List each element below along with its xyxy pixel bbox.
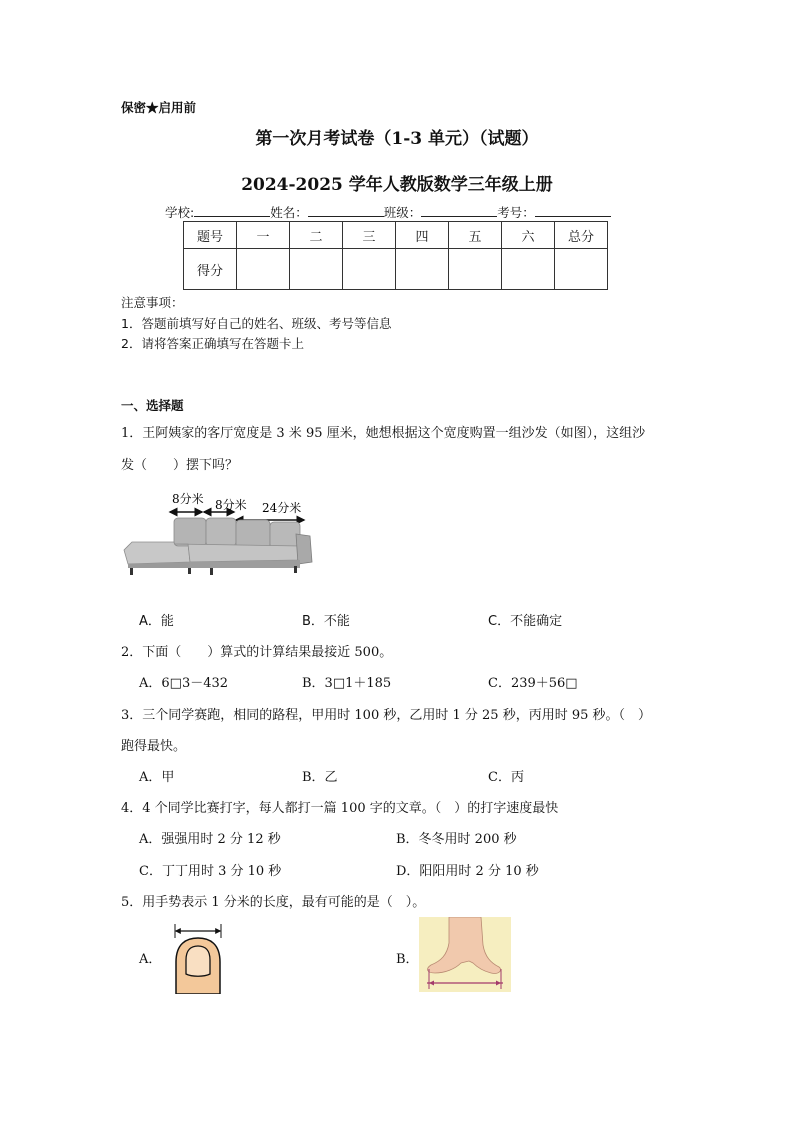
q4-option-d[interactable]: D．阳阳用时 2 分 10 秒: [396, 864, 539, 879]
score-header-cell: 六: [502, 222, 555, 249]
class-label: 班级：: [383, 205, 422, 220]
section-title: 一、选择题: [121, 398, 184, 413]
score-cell[interactable]: [343, 249, 396, 290]
q2-option-c[interactable]: C．239＋56□: [488, 676, 578, 691]
q1-option-a[interactable]: A．能: [139, 614, 174, 629]
school-blank[interactable]: [194, 204, 270, 217]
score-header-cell: 题号: [184, 222, 237, 249]
score-cell[interactable]: [502, 249, 555, 290]
name-blank[interactable]: [308, 204, 384, 217]
student-info-line: [165, 203, 611, 221]
q3-text-line2: 跑得最快。: [121, 739, 187, 754]
score-header-cell: 四: [396, 222, 449, 249]
dimension-label-a: 8分米: [172, 492, 204, 506]
q5-text: 5．用手势表示 1 分米的长度，最有可能的是（ ）。: [121, 895, 426, 910]
q3-option-c[interactable]: C．丙: [488, 770, 524, 785]
score-header-cell: 五: [449, 222, 502, 249]
q4-option-a[interactable]: A．强强用时 2 分 12 秒: [139, 832, 281, 847]
q1-option-b[interactable]: B．不能: [302, 614, 350, 629]
score-table-score-row: [184, 249, 608, 290]
q2-option-a[interactable]: A．6□3－432: [139, 676, 229, 691]
notes-title: 注意事项：: [121, 295, 184, 310]
score-row-label: 得分: [184, 249, 237, 290]
class-blank[interactable]: [421, 204, 497, 217]
score-cell[interactable]: [290, 249, 343, 290]
q4-option-c[interactable]: C．丁丁用时 3 分 10 秒: [139, 864, 282, 879]
q5-option-a[interactable]: A．: [139, 952, 162, 967]
q5-option-b[interactable]: B．: [396, 952, 419, 967]
q1-text-line2: 发（ ）摆下吗？: [121, 458, 239, 473]
score-header-cell: 三: [343, 222, 396, 249]
score-table-header-row: [184, 222, 608, 249]
dimension-label-b: 8分米: [215, 498, 247, 512]
score-cell[interactable]: [237, 249, 290, 290]
finger-spread-image[interactable]: [419, 917, 511, 992]
q3-text-line1: 3．三个同学赛跑，相同的路程，甲用时 100 秒，乙用时 1 分 25 秒，丙用时 95 秒。（ ）: [121, 708, 651, 723]
sofa-illustration: [124, 518, 312, 575]
q2-option-b[interactable]: B．3□1＋185: [302, 676, 392, 691]
q3-option-b[interactable]: B．乙: [302, 770, 338, 785]
school-label: 学校:: [165, 205, 195, 220]
score-header-cell: 总分: [555, 222, 608, 249]
score-cell[interactable]: [449, 249, 502, 290]
q1-text-line1: 1．王阿姨家的客厅宽度是 3 米 95 厘米，她想根据这个宽度购置一组沙发（如图），这组沙: [121, 426, 646, 441]
exam-no-label: 考号：: [497, 205, 535, 220]
score-cell[interactable]: [555, 249, 608, 290]
confidential-label: 保密★启用前: [121, 100, 197, 115]
q2-text: 2．下面（ ）算式的计算结果最接近 500。: [121, 645, 393, 660]
dimension-label-c: 24分米: [262, 501, 302, 515]
exam-no-blank[interactable]: [535, 204, 611, 217]
q4-option-b[interactable]: B．冬冬用时 200 秒: [396, 832, 517, 847]
name-label: 姓名：: [270, 205, 308, 220]
page-subtitle: 2024-2025 学年人教版数学三年级上册: [241, 175, 553, 195]
q4-text: 4．4 个同学比赛打字，每人都打一篇 100 字的文章。（ ）的打字速度最快: [121, 801, 559, 816]
score-header-cell: 二: [290, 222, 343, 249]
score-header-cell: 一: [237, 222, 290, 249]
note-item: 2．请将答案正确填写在答题卡上: [121, 336, 304, 351]
score-table: [183, 221, 608, 290]
page-title: 第一次月考试卷（1-3 单元）（试题）: [255, 129, 539, 149]
q1-option-c[interactable]: C．不能确定: [488, 614, 563, 629]
sofa-figure: [118, 488, 318, 580]
q3-option-a[interactable]: A．甲: [139, 770, 175, 785]
score-cell[interactable]: [396, 249, 449, 290]
note-item: 1．答题前填写好自己的姓名、班级、考号等信息: [121, 316, 392, 331]
fingernail-width-image[interactable]: [170, 922, 226, 994]
